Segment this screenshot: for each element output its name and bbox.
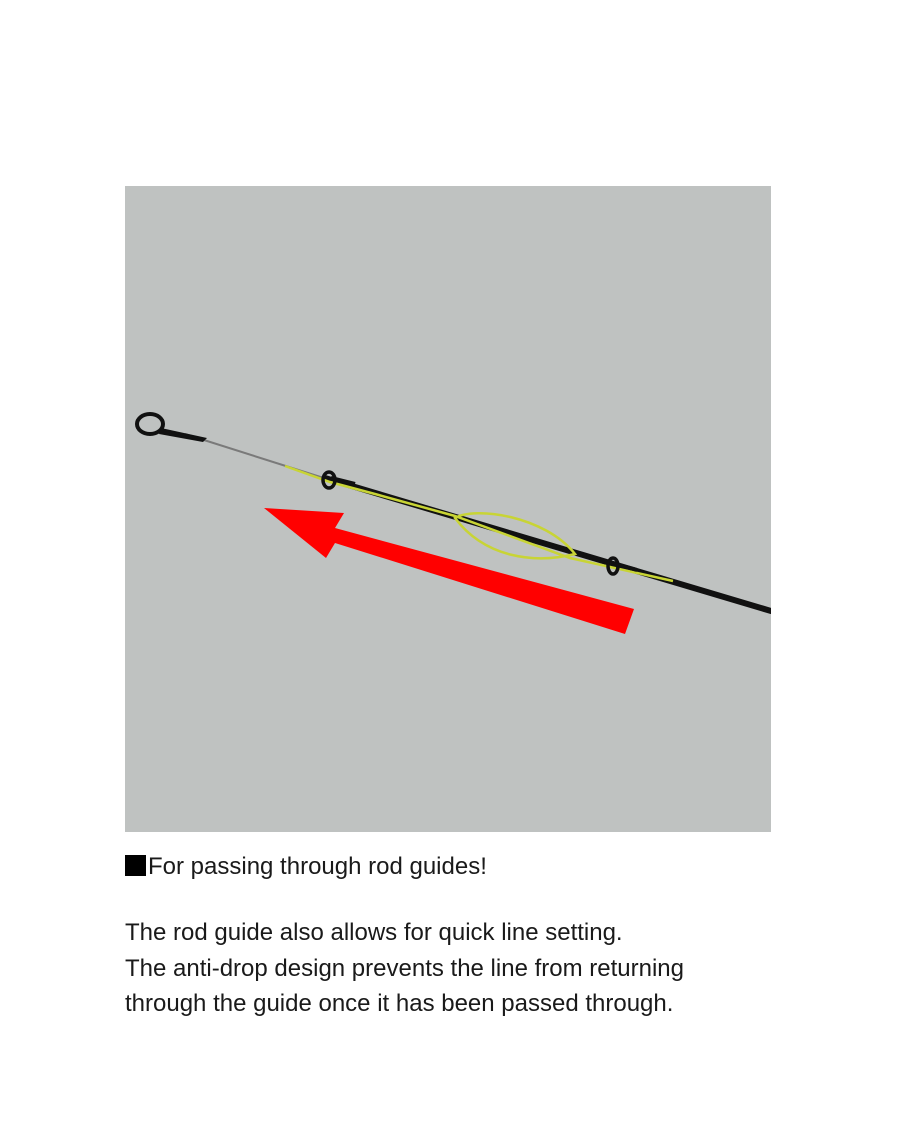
black-square-icon <box>125 855 146 876</box>
tip-top-guide <box>137 414 163 434</box>
tip-top-tube <box>159 428 207 442</box>
description-line-1: The rod guide also allows for quick line setting. <box>125 919 623 946</box>
direction-arrow <box>264 508 634 634</box>
fishing-rod-guide-illustration <box>125 186 771 832</box>
description-line-3: through the guide once it has been passed through. <box>125 990 674 1017</box>
product-illustration <box>125 186 771 832</box>
description <box>125 915 845 1022</box>
caption-text: For passing through rod guides! <box>148 853 487 880</box>
description-line-2: The anti-drop design prevents the line from returning <box>125 954 684 982</box>
caption <box>125 850 825 884</box>
